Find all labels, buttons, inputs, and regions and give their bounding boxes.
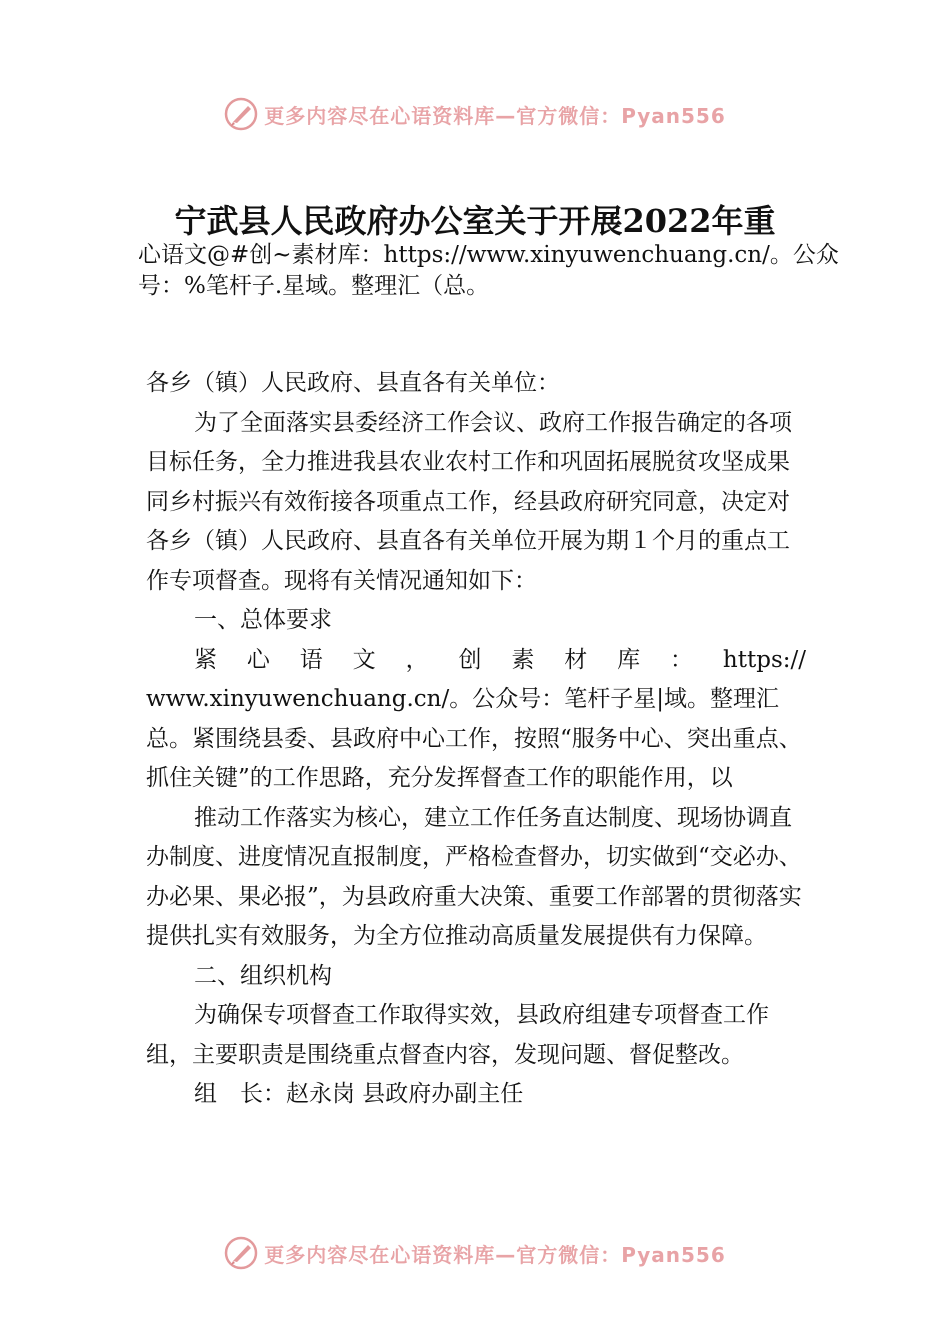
paragraph-watermark-line: 紧心语文，创素材库：https:// xyxy=(194,646,806,673)
paragraph-intro: 为了全面落实县委经济工作会议、政府工作报告确定的各项目标任务，全力推进我县农业农村工作和巩固拓展脱贫攻坚成果同乡村振兴有效衔接各项重点工作，经县政府研究同意，决定对各乡（镇）人民政府、县直各有关单位开展为期１个月的重点工作专项督查。现将有关情况通知如下： xyxy=(146,409,792,594)
section-heading-1: 一、总体要求 xyxy=(194,607,332,633)
watermark-text: 更多内容尽在心语资料库—官方微信：Pyan556 xyxy=(264,103,726,128)
paragraph-organization: 为确保专项督查工作取得实效，县政府组建专项督查工作组，主要职责是围绕重点督查内容，发现问题、督促整改。 xyxy=(146,1002,769,1068)
feather-pen-logo-icon xyxy=(224,97,258,131)
document-title: 宁武县人民政府办公室关于开展2022年重 xyxy=(174,202,776,240)
watermark-banner-bottom xyxy=(0,1233,950,1273)
document-body xyxy=(146,364,806,1115)
paragraph-work-mechanism: 推动工作落实为核心，建立工作任务直达制度、现场协调直办制度、进度情况直报制度，严格检查督办，切实做到“交必办、办必果、果必报”，为县政府重大决策、重要工作部署的贯彻落实提供扎实有效服务，为全方位推动高质量发展提供有力保障。 xyxy=(146,804,802,949)
overlay-watermark-text: 心语文@#创~素材库：https://www.xinyuwenchuang.cn/。公众号：%笔杆子.星域。整理汇（总。 xyxy=(138,242,839,299)
watermark-banner-top xyxy=(0,94,950,134)
salutation: 各乡（镇）人民政府、县直各有关单位： xyxy=(146,370,560,396)
section-heading-2: 二、组织机构 xyxy=(194,962,332,989)
paragraph-general-requirements: www.xinyuwenchuang.cn/。公众号：笔杆子星|域。整理汇总。紧围绕县委、县政府中心工作，按照“服务中心、突出重点、抓住关键”的工作思路，充分发挥督查工作的职能作用，以 xyxy=(146,686,802,791)
watermark-text: 更多内容尽在心语资料库—官方微信：Pyan556 xyxy=(264,1242,726,1267)
paragraph-team-leader: 组 长：赵永岗 县政府办副主任 xyxy=(194,1081,524,1107)
feather-pen-logo-icon xyxy=(224,1236,258,1270)
